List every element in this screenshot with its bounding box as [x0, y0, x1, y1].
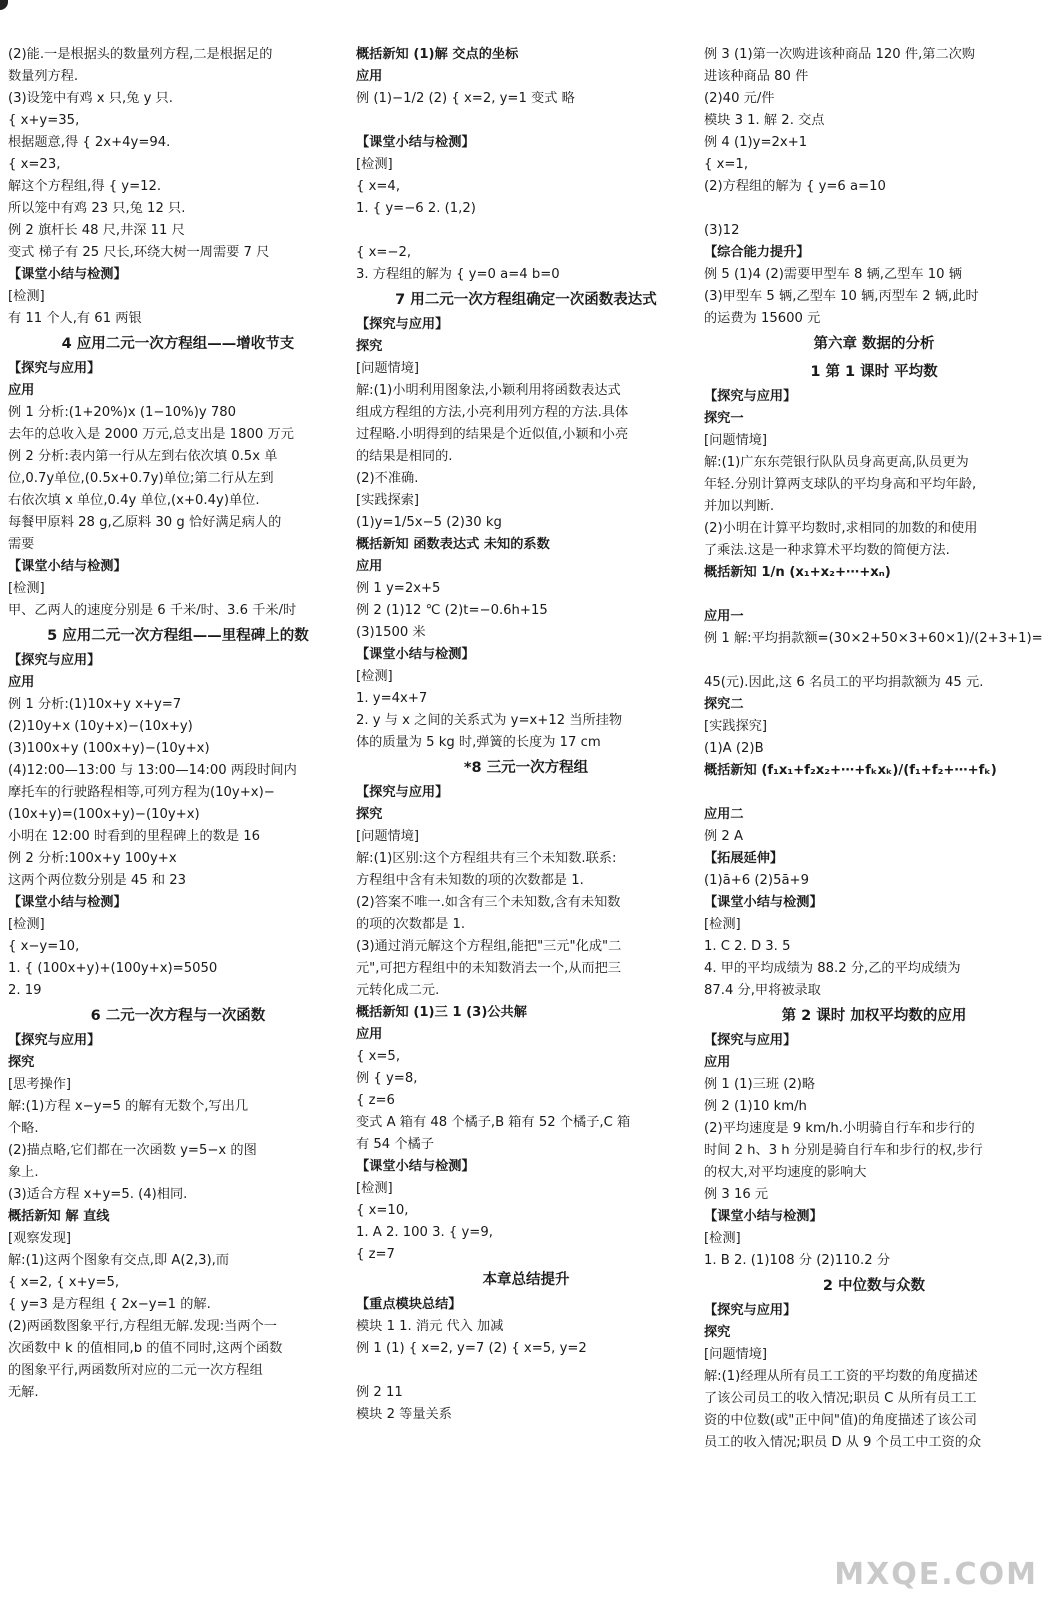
- text-line: 需要: [8, 537, 35, 552]
- text-line: [思考操作]: [8, 1077, 72, 1092]
- section-label: 概括新知 (f₁x₁+f₂x₂+⋯+fₖxₖ)/(f₁+f₂+⋯+fₖ): [704, 763, 997, 778]
- section-label: 【课堂小结与检测】: [8, 267, 127, 282]
- text-line: (4)12:00—13:00 与 13:00—14:00 两段时间内: [8, 763, 297, 778]
- text-line: 例 1 分析:(1+20%)x (1−10%)y 780: [8, 405, 237, 420]
- section-label: 【综合能力提升】: [704, 245, 810, 260]
- section-label: 应用: [356, 559, 383, 574]
- text-line: 解:(1)小明利用图象法,小颖利用将函数表达式: [356, 383, 621, 398]
- text-line: 例 (1)−1/2 (2) { x=2, y=1 变式 略: [356, 91, 575, 106]
- text-line: 次函数中 k 的值相同,b 的值不同时,这两个函数: [8, 1341, 283, 1356]
- text-line: 变式 A 箱有 48 个橘子,B 箱有 52 个橘子,C 箱: [356, 1115, 631, 1130]
- text-line: 个略.: [8, 1121, 39, 1136]
- text-line: { x−y=10,: [8, 939, 80, 954]
- section-label: 【课堂小结与检测】: [704, 895, 823, 910]
- text-line: 无解.: [8, 1385, 39, 1400]
- text-line: 元",可把方程组中的未知数消去一个,从而把三: [356, 961, 622, 976]
- text-line: (3)设笼中有鸡 x 只,兔 y 只.: [8, 91, 173, 106]
- text-line: 1. y=4x+7: [356, 691, 428, 706]
- section-heading: 2 中位数与众数: [822, 1278, 926, 1294]
- text-line: (1)A (2)B: [704, 741, 764, 756]
- text-line: [问题情境]: [704, 433, 768, 448]
- text-line: 1. { y=−6 2. (1,2): [356, 201, 476, 216]
- text-line: 的项的次数都是 1.: [356, 917, 466, 932]
- section-label: 应用二: [704, 807, 744, 822]
- text-line: 并加以判断.: [704, 499, 775, 514]
- text-line: 元转化成二元.: [356, 983, 440, 998]
- text-line: 解:(1)这两个图象有交点,即 A(2,3),而: [8, 1253, 230, 1268]
- text-line: 了乘法.这是一种求算术平均数的简便方法.: [704, 543, 950, 558]
- text-line: 例 1 分析:(1)10x+y x+y=7: [8, 697, 182, 712]
- section-label: 【探究与应用】: [8, 361, 101, 376]
- text-line: { y=3 是方程组 { 2x−y=1 的解.: [8, 1297, 211, 1312]
- section-label: 探究一: [704, 411, 744, 426]
- section-label: 探究: [356, 339, 383, 354]
- text-line: 1. { (100x+y)+(100y+x)=5050: [8, 961, 218, 976]
- text-line: 位,0.7y单位,(0.5x+0.7y)单位;第二行从左到: [8, 471, 274, 486]
- text-line: 例 2 A: [704, 829, 743, 844]
- text-line: (1)y=1/5x−5 (2)30 kg: [356, 515, 502, 530]
- section-label: 【探究与应用】: [8, 653, 101, 668]
- section-label: 【课堂小结与检测】: [356, 135, 475, 150]
- text-line: 解:(1)方程 x−y=5 的解有无数个,写出几: [8, 1099, 249, 1114]
- text-line: { x=2, { x+y=5,: [8, 1275, 120, 1290]
- text-line: [检测]: [8, 581, 45, 596]
- text-line: 有 54 个橘子: [356, 1137, 434, 1152]
- section-label: 【课堂小结与检测】: [356, 647, 475, 662]
- text-line: [问题情境]: [356, 829, 420, 844]
- text-line: 例 2 旗杆长 48 尺,井深 11 尺: [8, 223, 185, 238]
- section-label: 【探究与应用】: [8, 1033, 101, 1048]
- section-label: 探究: [8, 1055, 35, 1070]
- text-line: [检测]: [356, 157, 393, 172]
- text-line: 例 5 (1)4 (2)需要甲型车 8 辆,乙型车 10 辆: [704, 267, 962, 282]
- text-line: (3)12: [704, 223, 740, 238]
- section-label: 概括新知 (1)解 交点的坐标: [356, 47, 519, 62]
- section-heading: 1 第 1 课时 平均数: [810, 364, 938, 380]
- text-line: { x=−2,: [356, 245, 412, 260]
- text-line: 所以笼中有鸡 23 只,兔 12 只.: [8, 201, 186, 216]
- text-line: 的结果是相同的.: [356, 449, 453, 464]
- text-line: { x+y=35,: [8, 113, 80, 128]
- text-line: [检测]: [704, 1231, 741, 1246]
- text-line: (3)100x+y (100x+y)−(10y+x): [8, 741, 210, 756]
- text-line: [704, 584, 1044, 606]
- section-label: 概括新知 函数表达式 未知的系数: [356, 537, 550, 552]
- text-line: 例 2 (1)12 ℃ (2)t=−0.6h+15: [356, 603, 548, 618]
- text-line: 变式 梯子有 25 尺长,环绕大树一周需要 7 尺: [8, 245, 270, 260]
- text-line: 象上.: [8, 1165, 39, 1180]
- text-line: (1)ā+6 (2)5ā+9: [704, 873, 809, 888]
- answer-column-right: [704, 44, 1044, 1454]
- text-line: [356, 1360, 696, 1382]
- text-line: 例 2 11: [356, 1385, 403, 1400]
- section-label: 应用: [8, 675, 35, 690]
- text-line: 2. 19: [8, 983, 42, 998]
- text-line: 每餐甲原料 28 g,乙原料 30 g 恰好满足病人的: [8, 515, 282, 530]
- text-line: (2)答案不唯一.如含有三个未知数,含有未知数: [356, 895, 621, 910]
- text-line: 根据题意,得 { 2x+4y=94.: [8, 135, 171, 150]
- section-label: 探究二: [704, 697, 744, 712]
- section-heading: 5 应用二元一次方程组——里程碑上的数: [47, 628, 309, 644]
- section-heading: 本章总结提升: [482, 1272, 570, 1288]
- text-line: 的权大,对平均速度的影响大: [704, 1165, 867, 1180]
- section-label: 应用: [356, 69, 383, 84]
- watermark-logo: MXQE.COM: [834, 1557, 1038, 1592]
- text-line: 87.4 分,甲将被录取: [704, 983, 821, 998]
- text-line: (2)不准确.: [356, 471, 419, 486]
- text-line: 年轻.分别计算两支球队的平均身高和平均年龄,: [704, 477, 977, 492]
- text-line: 解:(1)经理从所有员工工资的平均数的角度描述: [704, 1369, 978, 1384]
- section-label: 探究: [704, 1325, 731, 1340]
- text-line: 1. B 2. (1)108 分 (2)110.2 分: [704, 1253, 891, 1268]
- text-line: 模块 1 1. 消元 代入 加减: [356, 1319, 504, 1334]
- section-heading: 7 用二元一次方程组确定一次函数表达式: [395, 292, 657, 308]
- text-line: 体的质量为 5 kg 时,弹簧的长度为 17 cm: [356, 735, 601, 750]
- answer-column-left: [8, 44, 348, 1404]
- text-line: [检测]: [704, 917, 741, 932]
- text-line: 45(元).因此,这 6 名员工的平均捐款额为 45 元.: [704, 675, 984, 690]
- section-heading: *8 三元一次方程组: [463, 760, 589, 776]
- section-label: 【课堂小结与检测】: [8, 559, 127, 574]
- text-line: 进该种商品 80 件: [704, 69, 809, 84]
- text-line: 资的中位数(或"正中间"值)的角度描述了该公司: [704, 1413, 977, 1428]
- section-label: 应用: [356, 1027, 383, 1042]
- text-line: 去年的总收入是 2000 万元,总支出是 1800 万元: [8, 427, 294, 442]
- text-line: 例 1 (1)三班 (2)略: [704, 1077, 816, 1092]
- section-label: 【课堂小结与检测】: [356, 1159, 475, 1174]
- section-heading: 4 应用二元一次方程组——增收节支: [61, 336, 295, 352]
- text-line: [检测]: [356, 669, 393, 684]
- text-line: [356, 220, 696, 242]
- text-line: { z=6: [356, 1093, 395, 1108]
- section-label: 探究: [356, 807, 383, 822]
- text-line: [356, 110, 696, 132]
- section-label: 【拓展延伸】: [704, 851, 784, 866]
- text-line: [实践探索]: [356, 493, 420, 508]
- section-label: 应用: [704, 1055, 731, 1070]
- text-line: [检测]: [356, 1181, 393, 1196]
- section-heading: 第 2 课时 加权平均数的应用: [781, 1008, 967, 1024]
- section-label: 【探究与应用】: [356, 317, 449, 332]
- text-line: { x=4,: [356, 179, 401, 194]
- text-line: 解这个方程组,得 { y=12.: [8, 179, 162, 194]
- text-line: [观察发现]: [8, 1231, 72, 1246]
- text-line: 例 3 16 元: [704, 1187, 769, 1202]
- section-label: 【探究与应用】: [356, 785, 449, 800]
- text-line: [704, 782, 1044, 804]
- text-line: [问题情境]: [356, 361, 420, 376]
- text-line: { x=23,: [8, 157, 61, 172]
- text-line: [检测]: [8, 289, 45, 304]
- text-line: (2)方程组的解为 { y=6 a=10: [704, 179, 886, 194]
- section-label: 概括新知 (1)三 1 (3)公共解: [356, 1005, 527, 1020]
- section-label: 【重点模块总结】: [356, 1297, 462, 1312]
- text-line: { x=1,: [704, 157, 749, 172]
- text-line: 的运费为 15600 元: [704, 311, 821, 326]
- text-line: 2. y 与 x 之间的关系式为 y=x+12 当所挂物: [356, 713, 623, 728]
- text-line: [704, 650, 1044, 672]
- section-label: 【课堂小结与检测】: [704, 1209, 823, 1224]
- text-line: 员工的收入情况;职员 D 从 9 个员工中工资的众: [704, 1435, 982, 1450]
- section-label: 【课堂小结与检测】: [8, 895, 127, 910]
- section-label: 应用: [8, 383, 35, 398]
- text-line: (2)能.一是根据头的数量列方程,二是根据足的: [8, 47, 273, 62]
- text-line: 甲、乙两人的速度分别是 6 千米/时、3.6 千米/时: [8, 603, 297, 618]
- section-label: 【探究与应用】: [704, 1303, 797, 1318]
- text-line: [检测]: [8, 917, 45, 932]
- text-line: 右依次填 x 单位,0.4y 单位,(x+0.4y)单位.: [8, 493, 260, 508]
- text-line: 小明在 12:00 时看到的里程碑上的数是 16: [8, 829, 260, 844]
- answer-column-middle: [356, 44, 696, 1426]
- text-line: 数量列方程.: [8, 69, 79, 84]
- text-line: [实践探究]: [704, 719, 768, 734]
- text-line: (2)平均速度是 9 km/h.小明骑自行车和步行的: [704, 1121, 975, 1136]
- text-line: 解:(1)区别:这个方程组共有三个未知数.联系:: [356, 851, 617, 866]
- section-heading: 第六章 数据的分析: [813, 336, 935, 352]
- text-line: 1. A 2. 100 3. { y=9,: [356, 1225, 493, 1240]
- text-line: 例 2 (1)10 km/h: [704, 1099, 807, 1114]
- text-line: (3)适合方程 x+y=5. (4)相同.: [8, 1187, 188, 1202]
- text-line: 方程组中含有未知数的项的次数都是 1.: [356, 873, 584, 888]
- text-line: (2)10y+x (10y+x)−(10x+y): [8, 719, 193, 734]
- text-line: (2)40 元/件: [704, 91, 775, 106]
- section-heading: 6 二元一次方程与一次函数: [90, 1008, 266, 1024]
- section-label: 应用一: [704, 609, 744, 624]
- text-line: (10x+y)=(100x+y)−(10y+x): [8, 807, 200, 822]
- text-line: 例 3 (1)第一次购进该种商品 120 件,第二次购: [704, 47, 976, 62]
- text-line: 例 1 解:平均捐款额=(30×2+50×3+60×1)/(2+3+1)=: [704, 631, 1043, 646]
- text-line: (3)1500 米: [356, 625, 426, 640]
- text-line: 这两个两位数分别是 45 和 23: [8, 873, 187, 888]
- text-line: 组成方程组的方法,小亮利用列方程的方法.具体: [356, 405, 629, 420]
- text-line: 模块 3 1. 解 2. 交点: [704, 113, 825, 128]
- text-line: 例 { y=8,: [356, 1071, 418, 1086]
- text-line: [问题情境]: [704, 1347, 768, 1362]
- text-line: { x=5,: [356, 1049, 401, 1064]
- text-line: 例 1 (1) { x=2, y=7 (2) { x=5, y=2: [356, 1341, 587, 1356]
- text-line: 解:(1)广东东莞银行队队员身高更高,队员更为: [704, 455, 969, 470]
- text-line: 例 4 (1)y=2x+1: [704, 135, 808, 150]
- text-line: 过程略.小明得到的结果是个近似值,小颖和小亮: [356, 427, 629, 442]
- text-line: 了该公司员工的收入情况;职员 C 从所有员工工: [704, 1391, 977, 1406]
- text-line: { z=7: [356, 1247, 395, 1262]
- section-label: 【探究与应用】: [704, 389, 797, 404]
- text-line: 的图象平行,两函数所对应的二元一次方程组: [8, 1363, 263, 1378]
- section-label: 【探究与应用】: [704, 1033, 797, 1048]
- text-line: 4. 甲的平均成绩为 88.2 分,乙的平均成绩为: [704, 961, 961, 976]
- text-line: (3)通过消元解这个方程组,能把"三元"化成"二: [356, 939, 622, 954]
- text-line: { x=10,: [356, 1203, 409, 1218]
- text-line: (2)小明在计算平均数时,求相同的加数的和使用: [704, 521, 978, 536]
- text-line: 摩托车的行驶路程相等,可列方程为(10y+x)−: [8, 785, 275, 800]
- text-line: 3. 方程组的解为 { y=0 a=4 b=0: [356, 267, 560, 282]
- section-label: 概括新知 解 直线: [8, 1209, 110, 1224]
- corner-mark: [0, 0, 8, 10]
- text-line: (2)描点略,它们都在一次函数 y=5−x 的图: [8, 1143, 257, 1158]
- text-line: 模块 2 等量关系: [356, 1407, 452, 1422]
- text-line: (3)甲型车 5 辆,乙型车 10 辆,丙型车 2 辆,此时: [704, 289, 979, 304]
- text-line: 时间 2 h、3 h 分别是骑自行车和步行的权,步行: [704, 1143, 983, 1158]
- text-line: [704, 198, 1044, 220]
- text-line: 有 11 个人,有 61 两银: [8, 311, 142, 326]
- text-line: 例 1 y=2x+5: [356, 581, 441, 596]
- text-line: 例 2 分析:100x+y 100y+x: [8, 851, 177, 866]
- text-line: 例 2 分析:表内第一行从左到右依次填 0.5x 单: [8, 449, 278, 464]
- text-line: 1. C 2. D 3. 5: [704, 939, 791, 954]
- text-line: (2)两函数图象平行,方程组无解.发现:当两个一: [8, 1319, 277, 1334]
- section-label: 概括新知 1/n (x₁+x₂+⋯+xₙ): [704, 565, 891, 580]
